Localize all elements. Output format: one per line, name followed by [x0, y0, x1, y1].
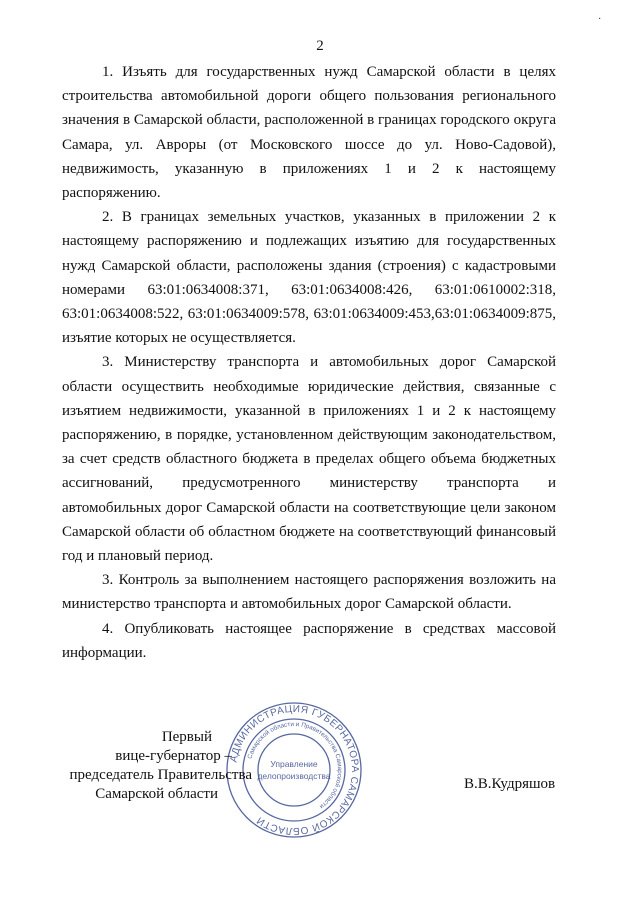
- seal-inner-ring-text: Самарской области и Правительства Самарской области: [246, 720, 344, 810]
- signatory-name: В.В.Кудряшов: [464, 776, 556, 792]
- seal-outer-ring-text: АДМИНИСТРАЦИЯ ГУБЕРНАТОРА САМАРСКОЙ ОБЛАСТИ: [228, 703, 361, 837]
- seal-center-line-1: Управление: [270, 759, 318, 769]
- signatory-position: [52, 728, 252, 804]
- paragraph-publication: 4. Опубликовать настоящее распоряжение в средствах массовой информации.: [62, 620, 556, 661]
- position-line-2: вице-губернатор –: [115, 748, 232, 764]
- paragraph-control: 3. Контроль за выполнением настоящего распоряжения возложить на министерство транспорта и автомобильных дорог Самарской области.: [62, 572, 556, 613]
- position-line-1: Первый: [161, 729, 212, 745]
- document-body: [62, 60, 556, 665]
- paragraph-seizure: 1. Изъять для государственных нужд Самарской области в целях строительства автомобильной дороги общего пользования регионального значения в Самарской области, расположенной в границах городского округа Самара, ул. Авроры (от Московского шоссе до ул. Ново-Садовой), недвижимость, указанную в приложениях 1 и 2 к настоящему распоряжению.: [62, 64, 556, 202]
- paragraph-ministry-actions: 3. Министерству транспорта и автомобильных дорог Самарской области осуществить необходимые юридические действия, связанные с изъятием недвижимости, указанной в приложениях 1 и 2 к настоящему распоряжению, в порядке, установленном действующим законодательством, за счет средств областного бюджета в пределах общего объема бюджетных ассигнований, предусмотренного министерству транспорта и автомобильных дорог Самарской области на соответствующие цели законом Самарской области об областном бюджете на соответствующий финансовый год и плановый период.: [62, 354, 556, 565]
- position-line-3: председатель Правительства: [69, 767, 252, 783]
- seal-center-line-2: делопроизводства: [257, 771, 331, 781]
- scan-mark: ·: [598, 14, 602, 25]
- page-number: 2: [316, 38, 324, 54]
- paragraph-buildings: 2. В границах земельных участков, указанных в приложении 2 к настоящему распоряжению и подлежащих изъятию для государственных нужд Самарской области, расположены здания (строения) с кадастровыми номерами 63:01:0634008:371, 63:01:0634008:426, 63:01:0610002:318, 63:01:0634008:522, 63:01:0634009:578, 63:01:0634009:453,63:01:0634009:875, изъятие которых не осуществляется.: [62, 209, 556, 347]
- position-line-4: Самарской области: [95, 786, 218, 802]
